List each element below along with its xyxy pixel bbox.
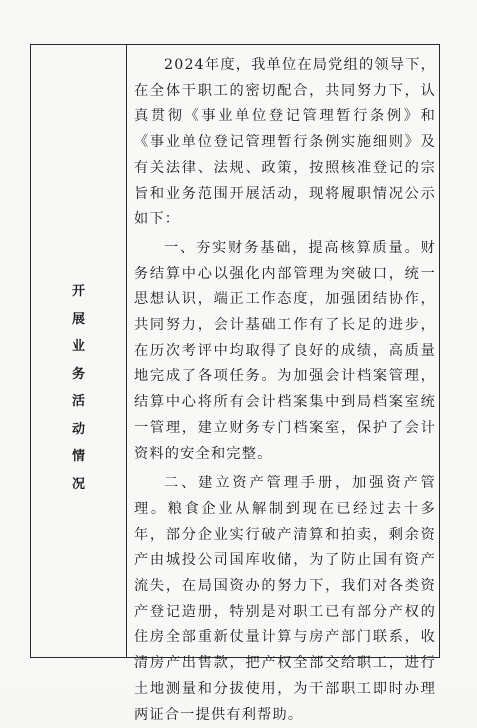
content-cell [134, 53, 436, 728]
finance-paragraph: 一、夯实财务基础，提高核算质量。财务结算中心以强化内部管理为突破口，统一思想认识，端正工作态度，加强团结协作，共同努力，会计基础工作有了长足的进步，在历次考评中均取得了良好的成绩，高质量地完成了各项任务。为加强会计档案管理，结算中心将所有会计档案集中到局档案室统一管理，建立财务专门档案室，保护了会计资料的安全和完整。 [134, 239, 436, 462]
form-table [30, 44, 440, 723]
row-label-cell [31, 45, 126, 657]
intro-paragraph: 2024年度，我单位在局党组的领导下，在全体干职工的密切配合，共同努力下，认真贯彻《事业单位登记管理暂行条例》和《事业单位登记管理暂行条例实施细则》及有关法律、法规、政策，按照核准登记的宗旨和业务范围开展活动，现将履职情况公示如下： [134, 57, 436, 228]
asset-paragraph: 二、建立资产管理手册，加强资产管理。粮食企业从解制到现在已经过去十多年，部分企业实行破产清算和拍卖，剩余资产由城投公司国库收储，为了防止国有资产流失，在局国资办的努力下，我们对各类资产登记造册，特别是对职工已有部分产权的住房全部重新仗量计算与房产部门联系，收清房产出售款，把产权全部交给职工，进行土地测量和分拔使用，为干部职工即时办理两证合一提供有利帮助。 [134, 475, 436, 723]
row-label: 开 展 业 务 活 动 情 况 [71, 284, 85, 492]
column-divider [126, 45, 127, 657]
